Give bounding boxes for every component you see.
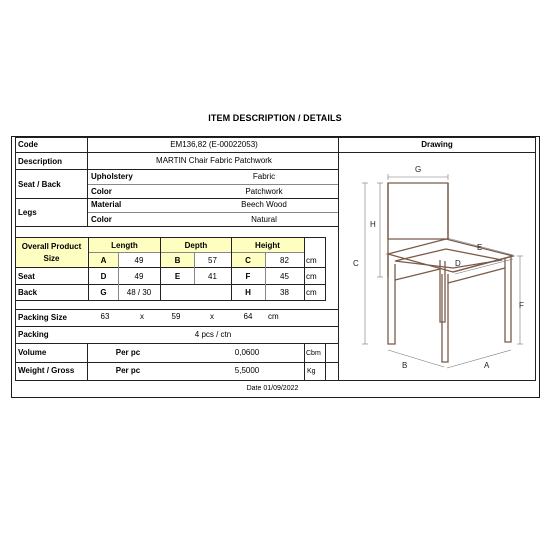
height-header: Height	[255, 241, 280, 250]
description-value: MARTIN Chair Fabric Patchwork	[156, 156, 272, 165]
overall-size-label-1: Overall Product	[21, 242, 82, 251]
legs-label: Legs	[18, 208, 37, 217]
overall-key-c: C	[245, 256, 251, 265]
packing-value: 4 pcs / ctn	[194, 330, 232, 339]
seat-inner	[395, 249, 502, 268]
seat-height-value: 45	[280, 272, 289, 281]
length-header: Length	[111, 241, 138, 250]
drawing-label-a: A	[484, 361, 490, 370]
volume-per: Per pc	[115, 348, 141, 357]
overall-size-label-2: Size	[43, 254, 60, 263]
leg-back-left	[388, 254, 395, 344]
upholstery-label: Upholstery	[91, 172, 133, 181]
seat-key-d: D	[100, 272, 107, 281]
packing-size-height: 64	[243, 312, 253, 321]
packing-size-unit: cm	[268, 312, 279, 321]
drawing-label-d: D	[455, 259, 461, 268]
leg-front-right	[505, 257, 511, 342]
seat-color-label: Color	[91, 187, 112, 196]
legs-color-value: Natural	[251, 215, 277, 224]
legs-color-label: Color	[91, 215, 112, 224]
packing-size-x1: x	[140, 312, 144, 321]
packing-size-x2: x	[210, 312, 214, 321]
packing-label: Packing	[18, 330, 49, 339]
seat-color-value: Patchwork	[245, 187, 283, 196]
description-label: Description	[18, 157, 63, 166]
drawing-label-c: C	[353, 259, 359, 268]
drawing-label-f: F	[519, 301, 524, 310]
weight-unit: Kg	[307, 368, 316, 375]
legs-material-label: Material	[91, 200, 122, 209]
weight-value: 5,5000	[234, 366, 260, 375]
seat-length-value: 49	[134, 272, 144, 281]
seat-key-f: F	[245, 272, 251, 281]
code-value: EM136,82 (E-00022053)	[170, 140, 258, 149]
seat-label: Seat	[18, 272, 35, 281]
back-unit: cm	[306, 288, 317, 297]
overall-length-value: 49	[134, 256, 144, 265]
overall-depth-value: 57	[208, 256, 217, 265]
drawing-label-h: H	[370, 220, 376, 229]
weight-label: Weight / Gross	[18, 366, 75, 375]
overall-key-a: A	[100, 256, 107, 265]
seat-unit: cm	[306, 272, 317, 281]
back-key-g: G	[100, 288, 107, 297]
overall-key-b: B	[174, 256, 181, 265]
back-height-value: 38	[280, 288, 289, 297]
seat-front-edge	[453, 256, 513, 272]
overall-unit: cm	[306, 256, 317, 265]
chair-drawing	[343, 152, 533, 378]
document-date: Date 01/09/2022	[246, 385, 299, 392]
stretcher-front	[448, 268, 505, 283]
back-key-h: H	[245, 288, 251, 297]
drawing-label-b: B	[402, 361, 408, 370]
stretcher-side	[395, 269, 440, 280]
drawing-label-g: G	[415, 165, 422, 174]
back-label: Back	[18, 288, 38, 297]
seat-key-e: E	[174, 272, 181, 281]
overall-height-value: 82	[280, 256, 289, 265]
document-title: ITEM DESCRIPTION / DETAILS	[208, 113, 342, 123]
drawing-header: Drawing	[421, 140, 453, 149]
seat-back-label: Seat / Back	[18, 180, 61, 189]
weight-per: Per pc	[115, 366, 141, 375]
depth-header: Depth	[184, 241, 208, 250]
volume-value: 0,0600	[234, 348, 260, 357]
code-label: Code	[18, 140, 38, 149]
packing-size-depth: 59	[171, 312, 181, 321]
volume-label: Volume	[18, 348, 47, 357]
volume-unit: Cbm	[306, 350, 321, 357]
back-length-value: 48 / 30	[126, 288, 152, 297]
packing-size-length: 63	[100, 312, 110, 321]
backrest-outline	[388, 183, 448, 239]
seat-depth-value: 41	[208, 272, 217, 281]
packing-size-label: Packing Size	[18, 313, 67, 322]
upholstery-value: Fabric	[252, 172, 276, 181]
drawing-label-e: E	[477, 243, 483, 252]
legs-material-value: Beech Wood	[241, 200, 287, 209]
